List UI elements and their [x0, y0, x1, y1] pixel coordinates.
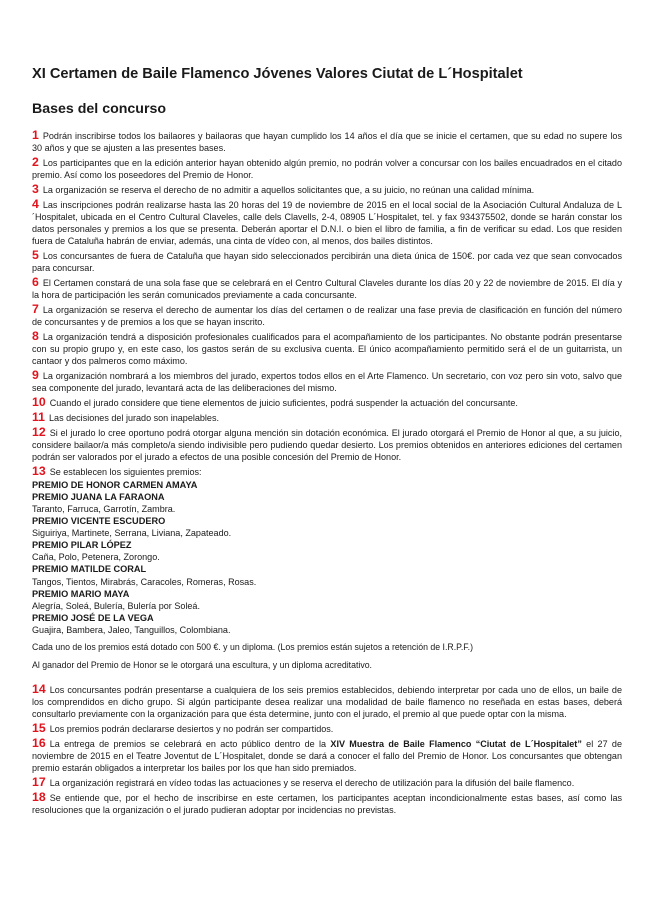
rule-number: 2 [32, 155, 39, 169]
prize-styles: Siguiriya, Martinete, Serrana, Liviana, Zapateado. [32, 528, 232, 539]
rule-text: Cuando el jurado considere que tiene elementos de juicio suficientes, podrá suspender la actuación del concursante. [49, 397, 518, 408]
rule-number: 4 [32, 197, 39, 212]
rule-text: La organización se reserva el derecho de no admitir a aquellos solicitantes que, a su juicio, no reúnan una calidad mínima. [42, 185, 535, 195]
honor-note: Al ganador del Premio de Honor se le otorgará una escultura, y un diploma acreditativo. [32, 659, 372, 670]
rule-item [32, 774, 622, 790]
prize-styles: Taranto, Farruca, Garrotín, Zambra. [32, 504, 176, 514]
rule-item [32, 199, 622, 248]
rule-text: Las inscripciones podrán realizarse hasta las 20 horas del 19 de noviembre de 2015 en el local social de la Asociación Cultural Andaluza de L´Hospitalet, ubicada en el Centro Cultural Claveles, calle dels Clavells, 2-4, 08905 L´Hospitalet, tel. y fax 934375502, donde se harán constar los datos personales y premios a los que se presenta. Deberán aportar el D.N.I. o bien el libro de familia, a fin de verificar su edad. Los que residen fuera de Cataluña habrán de enviar, además, una cinta de vídeo con, al menos, dos bailes distintos. [32, 200, 622, 246]
rule-number: 1 [32, 128, 39, 142]
document-subtitle: Bases del concurso [32, 101, 167, 117]
rule-item [32, 427, 622, 464]
rule-item [32, 274, 622, 302]
rules-list [32, 130, 622, 817]
rule-number: 3 [32, 182, 39, 196]
rule-text-post: el 27 de noviembre de 2015 en el Teatre Joventut de L´Hospitalet, donde se dará a conocer el fallo del Premio de Honor. Los concursantes que obtengan premio estarán obligados a interpretar los bailes por los que han sido premiados. [32, 739, 622, 773]
rule-item [32, 684, 622, 721]
rule-text: La organización tendrá a disposición profesionales cualificados para el acompañamiento de los participantes. No obstante podrán presentarse con su propio grupo y, en este caso, los gastos serán de su exclusiva cuenta. El único acompañamiento permitido será el de un guitarrista, un cantaor y dos palmeros como máximo. [32, 331, 622, 366]
rule-text-pre: La entrega de premios se celebrará en acto público dentro de la [49, 739, 331, 750]
rule-text: La organización nombrará a los miembros del jurado, expertos todos ellos en el Arte Flamenco. Un secretario, con voz pero sin voto, salvo que sea componente del jurado, levantará acta de las deliberaciones del mismo. [32, 370, 622, 393]
rule-number: 11 [32, 409, 45, 424]
rule-item [32, 130, 622, 155]
rule-number: 7 [32, 301, 39, 316]
prize-title-honor: PREMIO DE HONOR CARMEN AMAYA [32, 479, 198, 490]
prize-title: PREMIO MATILDE CORAL [32, 564, 147, 575]
rule-item [32, 367, 622, 395]
rule-item [32, 720, 622, 736]
rule-text: Los concursantes podrán presentarse a cualquiera de los seis premios establecidos, debiendo interpretar por cada uno de ellos, un baile de los comprendidos en dicho grupo. Si algún participante desea realizar una modalidad de baile flamenco no reseñada en estas bases, deberá consultarlo previamente con la organización para que ésta determine, junto con el jurado, el premio al que puede optar con la misma. [32, 685, 622, 719]
prize-title: PREMIO JUANA LA FARAONA [32, 491, 165, 502]
rule-item [32, 184, 622, 197]
rule-item [32, 409, 622, 425]
rule-item [32, 328, 622, 368]
rule-text: Los concursantes de fuera de Cataluña que hayan sido seleccionados percibirán una dieta única de 150€. por cada vez que sean convocados para concursar. [32, 250, 622, 273]
prize-styles: Guajira, Bambera, Jaleo, Tanguillos, Colombiana. [32, 624, 231, 635]
rule-item-prizes [32, 463, 622, 479]
rule-number: 18 [32, 790, 46, 805]
prize-title: PREMIO PILAR LÓPEZ [32, 540, 132, 551]
rule-number: 10 [32, 394, 46, 409]
prize-styles: Caña, Polo, Petenera, Zorongo. [32, 552, 160, 563]
rule-item [32, 738, 622, 775]
rule-number: 12 [32, 425, 46, 439]
rule-text: Si el jurado lo cree oportuno podrá otorgar alguna mención sin dotación económica. El jurado otorgará el Premio de Honor al que, a su juicio, considere bailaor/a más completo/a siendo indivisible pero pudiendo quedar desierto. Los premios obtenidos en anteriores ediciones del certamen podrán ser valorados por el jurado a efectos de una posible concesión del Premio de Honor. [32, 428, 622, 462]
prize-styles: Tangos, Tientos, Mirabrás, Caracoles, Romeras, Rosas. [32, 576, 257, 587]
rule-item [32, 792, 622, 817]
spacer [32, 675, 622, 684]
prize-title: PREMIO JOSÉ DE LA VEGA [32, 612, 154, 623]
rule-number: 17 [32, 774, 46, 789]
rule-number: 6 [32, 274, 39, 289]
prize-title: PREMIO MARIO MAYA [32, 588, 130, 599]
rule-text: Las decisiones del jurado son inapelables. [49, 412, 219, 423]
rule-number: 5 [32, 247, 39, 262]
rule-item [32, 394, 622, 410]
rule-item [32, 157, 622, 182]
prize-styles: Alegría, Soleá, Bulería, Bulería por Soleá. [32, 600, 200, 611]
rule-text: Los participantes que en la edición anterior hayan obtenido algún premio, no podrán volver a concursar con los bailes encuadrados en el citado premio. Así como los poseedores del Premio de Honor. [32, 158, 622, 180]
rule-number: 15 [32, 720, 46, 735]
rule-number: 8 [32, 328, 39, 343]
rule-text: La organización registrará en vídeo todas las actuaciones y se reserva el derecho de utilización para la difusión del baile flamenco. [49, 777, 575, 788]
rule-text: Se establecen los siguientes premios: [49, 466, 202, 477]
rule-item [32, 247, 622, 275]
rule-number: 13 [32, 463, 46, 478]
rule-text: El Certamen constará de una sola fase que se celebrará en el Centro Cultural Claveles durante los días 20 y 22 de noviembre de 2015. El día y la hora de participación les serán comunicados previamente a cada concursante. [32, 277, 622, 300]
rule-number: 14 [32, 682, 46, 697]
prize-title: PREMIO VICENTE ESCUDERO [32, 516, 166, 527]
document-page [32, 66, 622, 819]
rule-text: Los premios podrán declararse desiertos y no podrán ser compartidos. [49, 723, 334, 734]
rule-number: 9 [32, 367, 39, 382]
event-name: XIV Muestra de Baile Flamenco “Ciutat de L´Hospitalet” [330, 739, 582, 750]
document-title: XI Certamen de Baile Flamenco Jóvenes Valores Ciutat de L´Hospitalet [32, 66, 523, 82]
rule-number: 16 [32, 736, 46, 751]
endowment-note: Cada uno de los premios está dotado con 500 €. y un diploma. (Los premios están sujetos a retención de I.R.P.F.) [32, 642, 473, 653]
prize-list [32, 479, 622, 636]
rule-text: Se entiende que, por el hecho de inscribirse en este certamen, los participantes aceptan incondicionalmente estas bases, así como las resoluciones que la organización o el jurado pudieran adoptar por incidencias no previstas. [32, 793, 622, 815]
rule-item [32, 301, 622, 329]
rule-text: Podrán inscribirse todos los bailaores y bailaoras que hayan cumplido los 14 años el día que se inicie el certamen, que su edad no supere los 30 años y que se ajusten a las presentes bases. [32, 131, 622, 153]
rule-text: La organización se reserva el derecho de aumentar los días del certamen o de realizar una fase previa de clasificación en función del número de concursantes y de premios a los que se hayan inscrito. [32, 304, 622, 327]
